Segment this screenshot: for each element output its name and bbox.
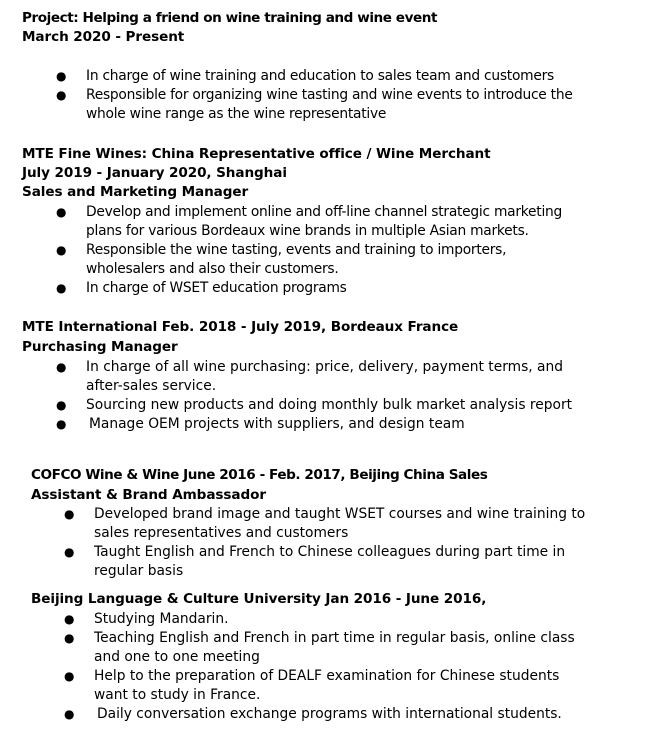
section-date: July 2019 - January 2020, Shanghai: [22, 165, 287, 181]
list-item: ● Studying Mandarin.: [64, 611, 229, 627]
bullet-icon: ●: [56, 88, 67, 102]
section-role: Purchasing Manager: [22, 339, 178, 355]
list-item: ● Help to the preparation of DEALF examination for Chinese students want to study in France.: [64, 668, 560, 703]
list-item: ● Taught English and French to Chinese colleagues during part time in regular basis: [64, 544, 566, 579]
list-item: ● Develop and implement online and off-line channel strategic marketing plans for various Bordeaux wine brands in multiple Asian markets.: [56, 204, 563, 239]
bullet-list: [64, 505, 594, 581]
section-role: Sales and Marketing Manager: [22, 184, 249, 200]
bullet-icon: ●: [56, 281, 67, 295]
list-item: ● Teaching English and French in part time in regular basis, online class and one to one meeting: [64, 630, 575, 665]
section-date: March 2020 - Present: [22, 29, 185, 45]
bullet-list: [56, 358, 586, 434]
bullet-icon: ●: [56, 417, 67, 431]
list-item: ● Sourcing new products and doing monthly bulk market analysis report: [56, 397, 573, 413]
section-title: COFCO Wine & Wine June 2016 - Feb. 2017, Beijing China Sales: [31, 467, 488, 483]
list-item: ● Responsible the wine tasting, events and training to importers, wholesalers and also their customers.: [56, 242, 507, 277]
bullet-icon: ●: [56, 69, 67, 83]
section-title: MTE Fine Wines: China Representative office / Wine Merchant: [22, 146, 491, 162]
bullet-list: [64, 610, 584, 724]
list-item: ● In charge of wine training and education to sales team and customers: [56, 68, 554, 84]
bullet-icon: ●: [56, 360, 67, 374]
list-item: ● In charge of all wine purchasing: price, delivery, payment terms, and after-sales service.: [56, 359, 563, 394]
section-title: Project: Helping a friend on wine training and wine event: [22, 10, 438, 26]
list-item: ● Developed brand image and taught WSET courses and wine training to sales representatives and customers: [64, 506, 586, 541]
bullet-list: [56, 203, 571, 298]
section-role: Assistant & Brand Ambassador: [31, 487, 266, 503]
bullet-icon: ●: [64, 631, 75, 645]
list-item: ● Manage OEM projects with suppliers, and design team: [56, 416, 465, 432]
section-title: Beijing Language & Culture University Jan 2016 - June 2016,: [31, 591, 487, 607]
bullet-icon: ●: [56, 398, 67, 412]
list-item: ● Daily conversation exchange programs with international students.: [64, 706, 562, 722]
section-title: MTE International Feb. 2018 - July 2019, Bordeaux France: [22, 319, 459, 335]
list-item: ● Responsible for organizing wine tasting and wine events to introduce the whole wine range as the wine representative: [56, 87, 573, 122]
bullet-icon: ●: [56, 205, 67, 219]
bullet-icon: ●: [64, 707, 75, 721]
bullet-icon: ●: [64, 507, 75, 521]
list-item: ● In charge of WSET education programs: [56, 280, 347, 296]
bullet-icon: ●: [64, 545, 75, 559]
bullet-icon: ●: [56, 243, 67, 257]
bullet-list: [56, 67, 576, 124]
bullet-icon: ●: [64, 612, 75, 626]
bullet-icon: ●: [64, 669, 75, 683]
